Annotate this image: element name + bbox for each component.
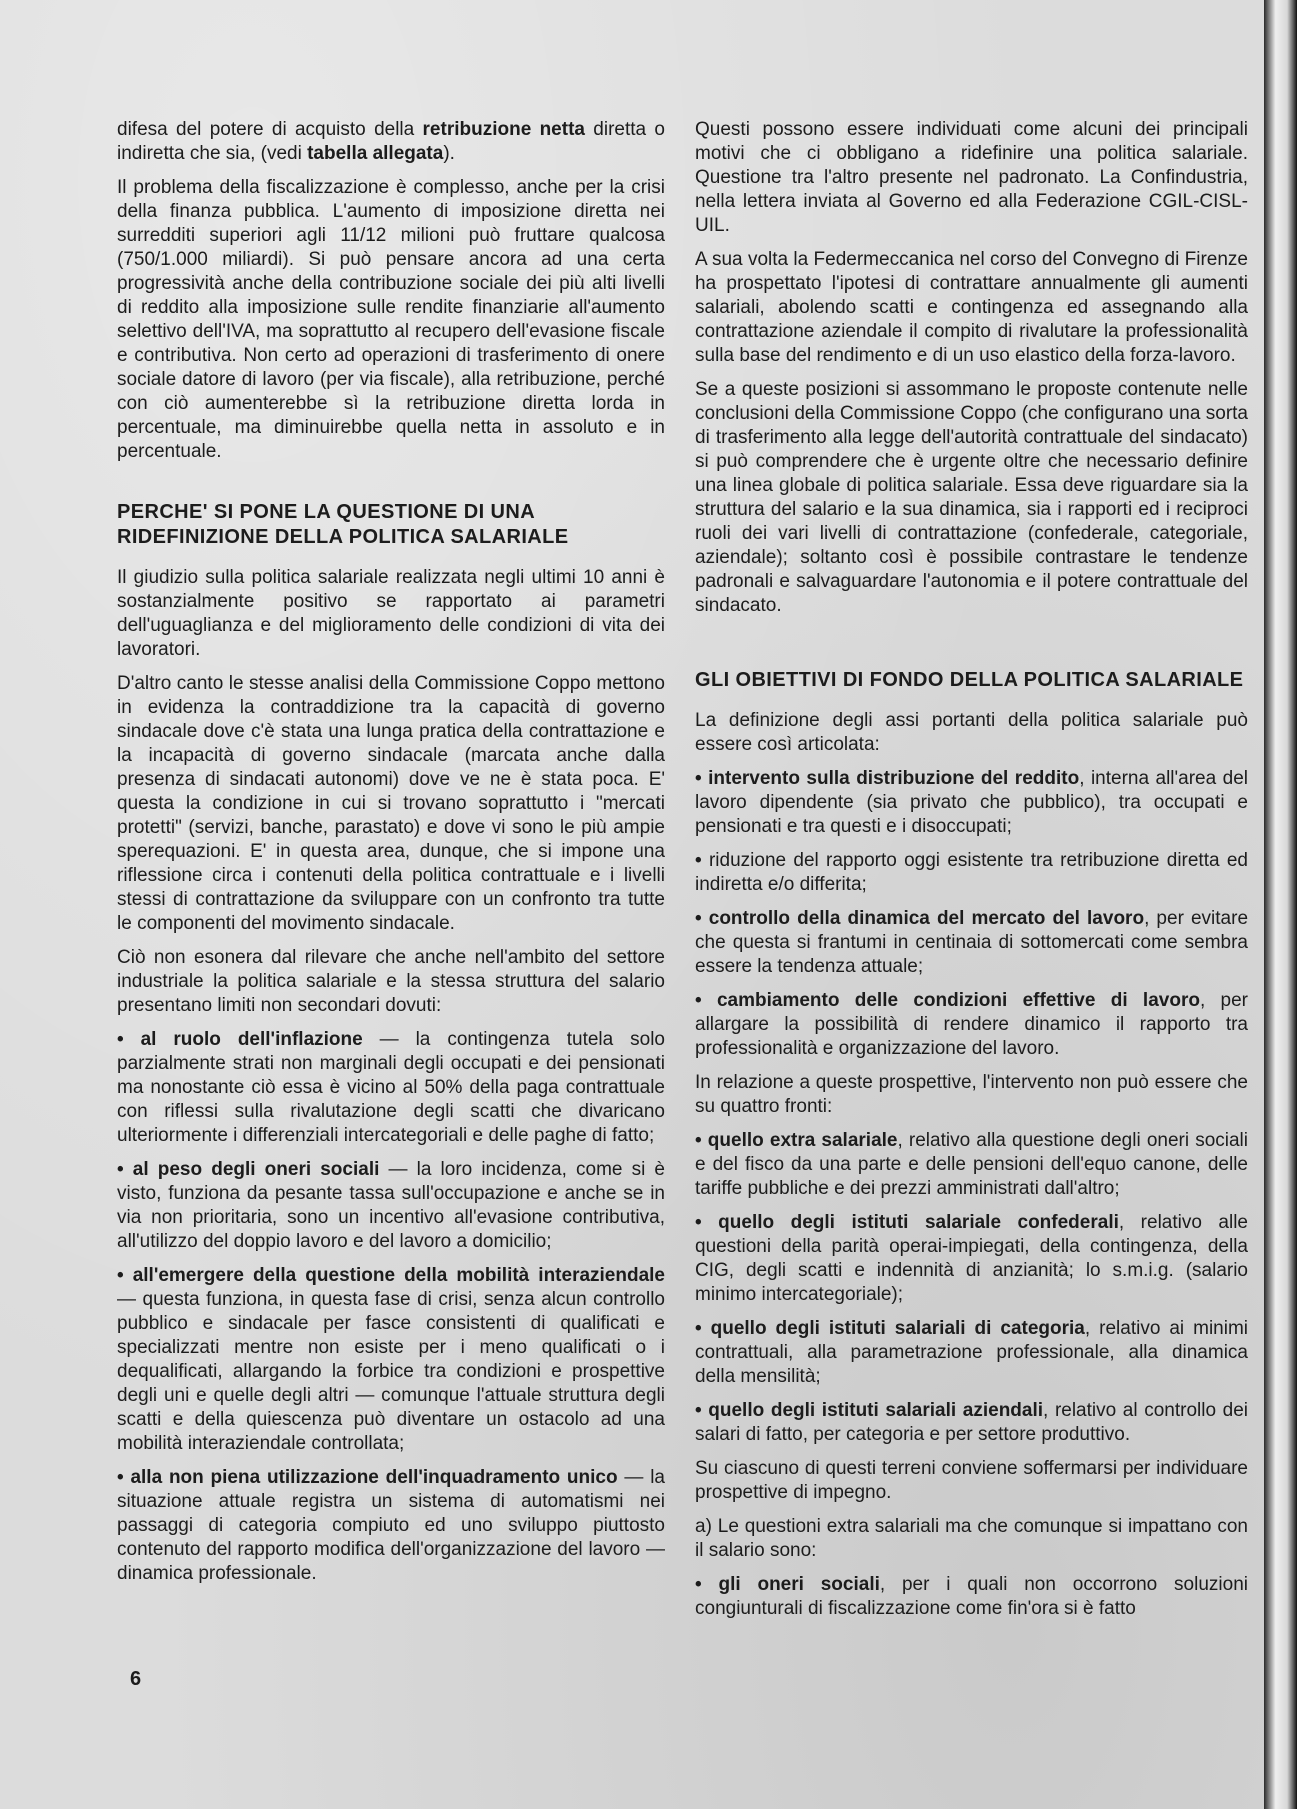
section-heading-ridefinizione: PERCHE' SI PONE LA QUESTIONE DI UNA RIDEFINIZIONE DELLA POLITICA SALARIALE xyxy=(117,501,569,548)
bullet-icon: • xyxy=(117,1467,124,1488)
list-item: • quello degli istituti salariali aziendali, relativo al controllo dei salari di fatto, per categoria e per settore produttivo. xyxy=(695,1400,1248,1445)
paragraph-commissione-coppo: D'altro canto le stesse analisi della Commissione Coppo mettono in evidenza la contraddizione tra la capacità di governo sindacale dove c'è stata una lunga pratica della contrattazione e la incapacità di governo sindacale (marcata anche dalla presenza di sindacati autonomi) dove ve ne è stata poca. E' questa la condizione in cui si trovano soprattutto i "mercati protetti" (servizi, banche, parastato) e dove vi sono le più ampie sperequazioni. E' in questa area, dunque, che si impone una riflessione circa i contenuti della politica contrattuale e i livelli stessi di contrattazione da sviluppare con un confronto tra tutte le componenti del movimento sindacale. xyxy=(117,673,665,934)
paragraph-federmeccanica: A sua volta la Federmeccanica nel corso del Convegno di Firenze ha prospettato l'ipotesi di contrattare annualmente gli aumenti salariali, abolendo scatti e contingenza ed assegnando alla contrattazione aziendale il compito di rivalutare la professionalità sulla base del rendimento e di un uso elastico della forza-lavoro. xyxy=(695,249,1248,366)
list-item: • alla non piena utilizzazione dell'inquadramento unico — la situazione attuale registra un sistema di automatismi nei passaggi di categoria compiuto ed uno sviluppo piuttosto contenuto del rapporto modifica dell'organizzazione del lavoro — dinamica professionale. xyxy=(117,1467,665,1584)
paragraph-giudizio: Il giudizio sulla politica salariale realizzata negli ultimi 10 anni è sostanzialmente positivo se rapportato ai parametri dell'uguaglianza e del miglioramento delle condizioni di vita dei lavoratori. xyxy=(117,567,665,660)
list-item: • quello degli istituti salariali di categoria, relativo ai minimi contrattuali, alla parametrazione professionale, alla dinamica della mensilità; xyxy=(695,1318,1248,1387)
bullet-icon: • xyxy=(695,850,702,871)
bullet-icon: • xyxy=(117,1265,124,1286)
paragraph-intro: difesa del potere di acquisto della retribuzione netta diretta o indiretta che sia, (vedi tabella allegata). xyxy=(117,119,665,164)
paragraph-quattro-fronti: In relazione a queste prospettive, l'intervento non può essere che su quattro fronti: xyxy=(695,1072,1248,1117)
list-item: • al peso degli oneri sociali — la loro incidenza, come si è visto, funziona da pesante tassa sull'occupazione e anche se in via non prioritaria, sono un incentivo all'evasione contributiva, all'utilizzo del doppio lavoro e del lavoro a domicilio; xyxy=(117,1159,665,1252)
paragraph-definizione: La definizione degli assi portanti della politica salariale può essere così articolata: xyxy=(695,710,1248,755)
list-item: • quello degli istituti salariale confederali, relativo alle questioni della parità operai-impiegati, della contingenza, della CIG, degli scatti e indennità di anzianità; lo s.m.i.g. (salario minimo intercategoriale); xyxy=(695,1212,1248,1305)
list-item: • all'emergere della questione della mobilità interaziendale — questa funziona, in questa fase di crisi, senza alcun controllo pubblico e sindacale per fasce consistenti di qualificati e specializzati mentre non esiste per i meno qualificati o i dequalificati, allargando la forbice tra condizioni e prospettive degli uni e quelle degli altri — comunque l'attuale struttura degli scatti e della quiescenza può diventare un ostacolo ad una mobilità interaziendale controllata; xyxy=(117,1265,665,1454)
list-item: • intervento sulla distribuzione del reddito, interna all'area del lavoro dipendente (sia privato che pubblico), tra occupati e pensionati e tra questi e i disoccupati; xyxy=(695,768,1248,837)
bullet-icon: • xyxy=(695,1318,702,1339)
bullet-icon: • xyxy=(695,1400,702,1421)
list-item: • cambiamento delle condizioni effettive di lavoro, per allargare la possibilità di rendere dinamico il rapporto tra professionalità e organizzazione del lavoro. xyxy=(695,990,1248,1059)
bullet-icon: • xyxy=(695,1130,702,1151)
list-item: • riduzione del rapporto oggi esistente tra retribuzione diretta ed indiretta e/o differita; xyxy=(695,850,1248,895)
bullet-icon: • xyxy=(695,1574,702,1595)
paragraph-terreni: Su ciascuno di questi terreni conviene soffermarsi per individuare prospettive di impegno. xyxy=(695,1458,1248,1503)
bullet-icon: • xyxy=(117,1029,124,1050)
bullet-icon: • xyxy=(695,768,702,789)
list-item: • controllo della dinamica del mercato del lavoro, per evitare che questa si frantumi in centinaia di sottomercati come sembra essere la tendenza attuale; xyxy=(695,908,1249,977)
list-item: • quello extra salariale, relativo alla questione degli oneri sociali e del fisco da una parte e delle pensioni dell'equo canone, delle tariffe pubbliche e dei prezzi amministrati dall'altro; xyxy=(695,1130,1248,1199)
paragraph-questioni-extra: a) Le questioni extra salariali ma che comunque si impattano con il salario sono: xyxy=(695,1516,1248,1561)
paragraph-settore-industriale: Ciò non esonera dal rilevare che anche nell'ambito del settore industriale la politica salariale e la stessa struttura del salario presentano limiti non secondari dovuti: xyxy=(117,947,665,1016)
bullet-icon: • xyxy=(117,1159,124,1180)
right-column xyxy=(695,118,1248,1631)
section-heading-obiettivi: GLI OBIETTIVI DI FONDO DELLA POLITICA SALARIALE xyxy=(695,669,1244,691)
page-fold-edge xyxy=(1264,0,1297,1809)
page-number: 6 xyxy=(130,1668,142,1690)
paragraph-motivi: Questi possono essere individuati come alcuni dei principali motivi che ci obbligano a ridefinire una politica salariale. Questione tra l'altro presente nel padronato. La Confindustria, nella lettera inviata al Governo ed alla Federazione CGIL-CISL-UIL. xyxy=(695,119,1248,236)
list-item: • al ruolo dell'inflazione — la contingenza tutela solo parzialmente strati non marginali degli occupati e dei pensionati ma nonostante ciò essa è vicino al 50% della paga contrattuale con riflessi sulla rivalutazione degli scatti che divaricano ulteriormente i differenziali intercategoriali e delle paghe di fatto; xyxy=(117,1029,665,1146)
paragraph-posizioni: Se a queste posizioni si assommano le proposte contenute nelle conclusioni della Commissione Coppo (che configurano una sorta di trasferimento alla legge dell'autorità contrattuale del sindacato) si può comprendere che è urgente oltre che necessario definire una linea globale di politica salariale. Essa deve riguardare sia la struttura del salario e la sua dinamica, sia i rapporti ed i reciproci ruoli dei vari livelli di contrattazione (confederale, categoriale, aziendale); soltanto così è possibile contrastare le tendenze padronali e salvaguardare l'autonomia e il potere contrattuale del sindacato. xyxy=(695,379,1248,616)
bullet-icon: • xyxy=(695,1212,702,1233)
bullet-icon: • xyxy=(695,990,702,1011)
left-column xyxy=(117,118,665,1596)
list-item: • gli oneri sociali, per i quali non occorrono soluzioni congiunturali di fiscalizzazione come fin'ora si è fatto xyxy=(695,1574,1248,1619)
paragraph-fiscalizzazione: Il problema della fiscalizzazione è complesso, anche per la crisi della finanza pubblica. L'aumento di imposizione diretta nei surredditi superiori agli 11/12 milioni può fruttare qualcosa (750/1.000 miliardi). Si può pensare ancora ad una certa progressività anche della contribuzione sociale dei più alti livelli di reddito alla imposizione sulle rendite finanziarie all'aumento selettivo dell'IVA, ma soprattutto al recupero dell'evasione fiscale e contributiva. Non certo ad operazioni di trasferimento di onere sociale datore di lavoro (per via fiscale), alla retribuzione, perché con ciò aumenterebbe sì la retribuzione diretta lorda in percentuale, ma diminuirebbe quella netta in assoluto e in percentuale. xyxy=(117,177,665,462)
bullet-icon: • xyxy=(695,908,702,929)
